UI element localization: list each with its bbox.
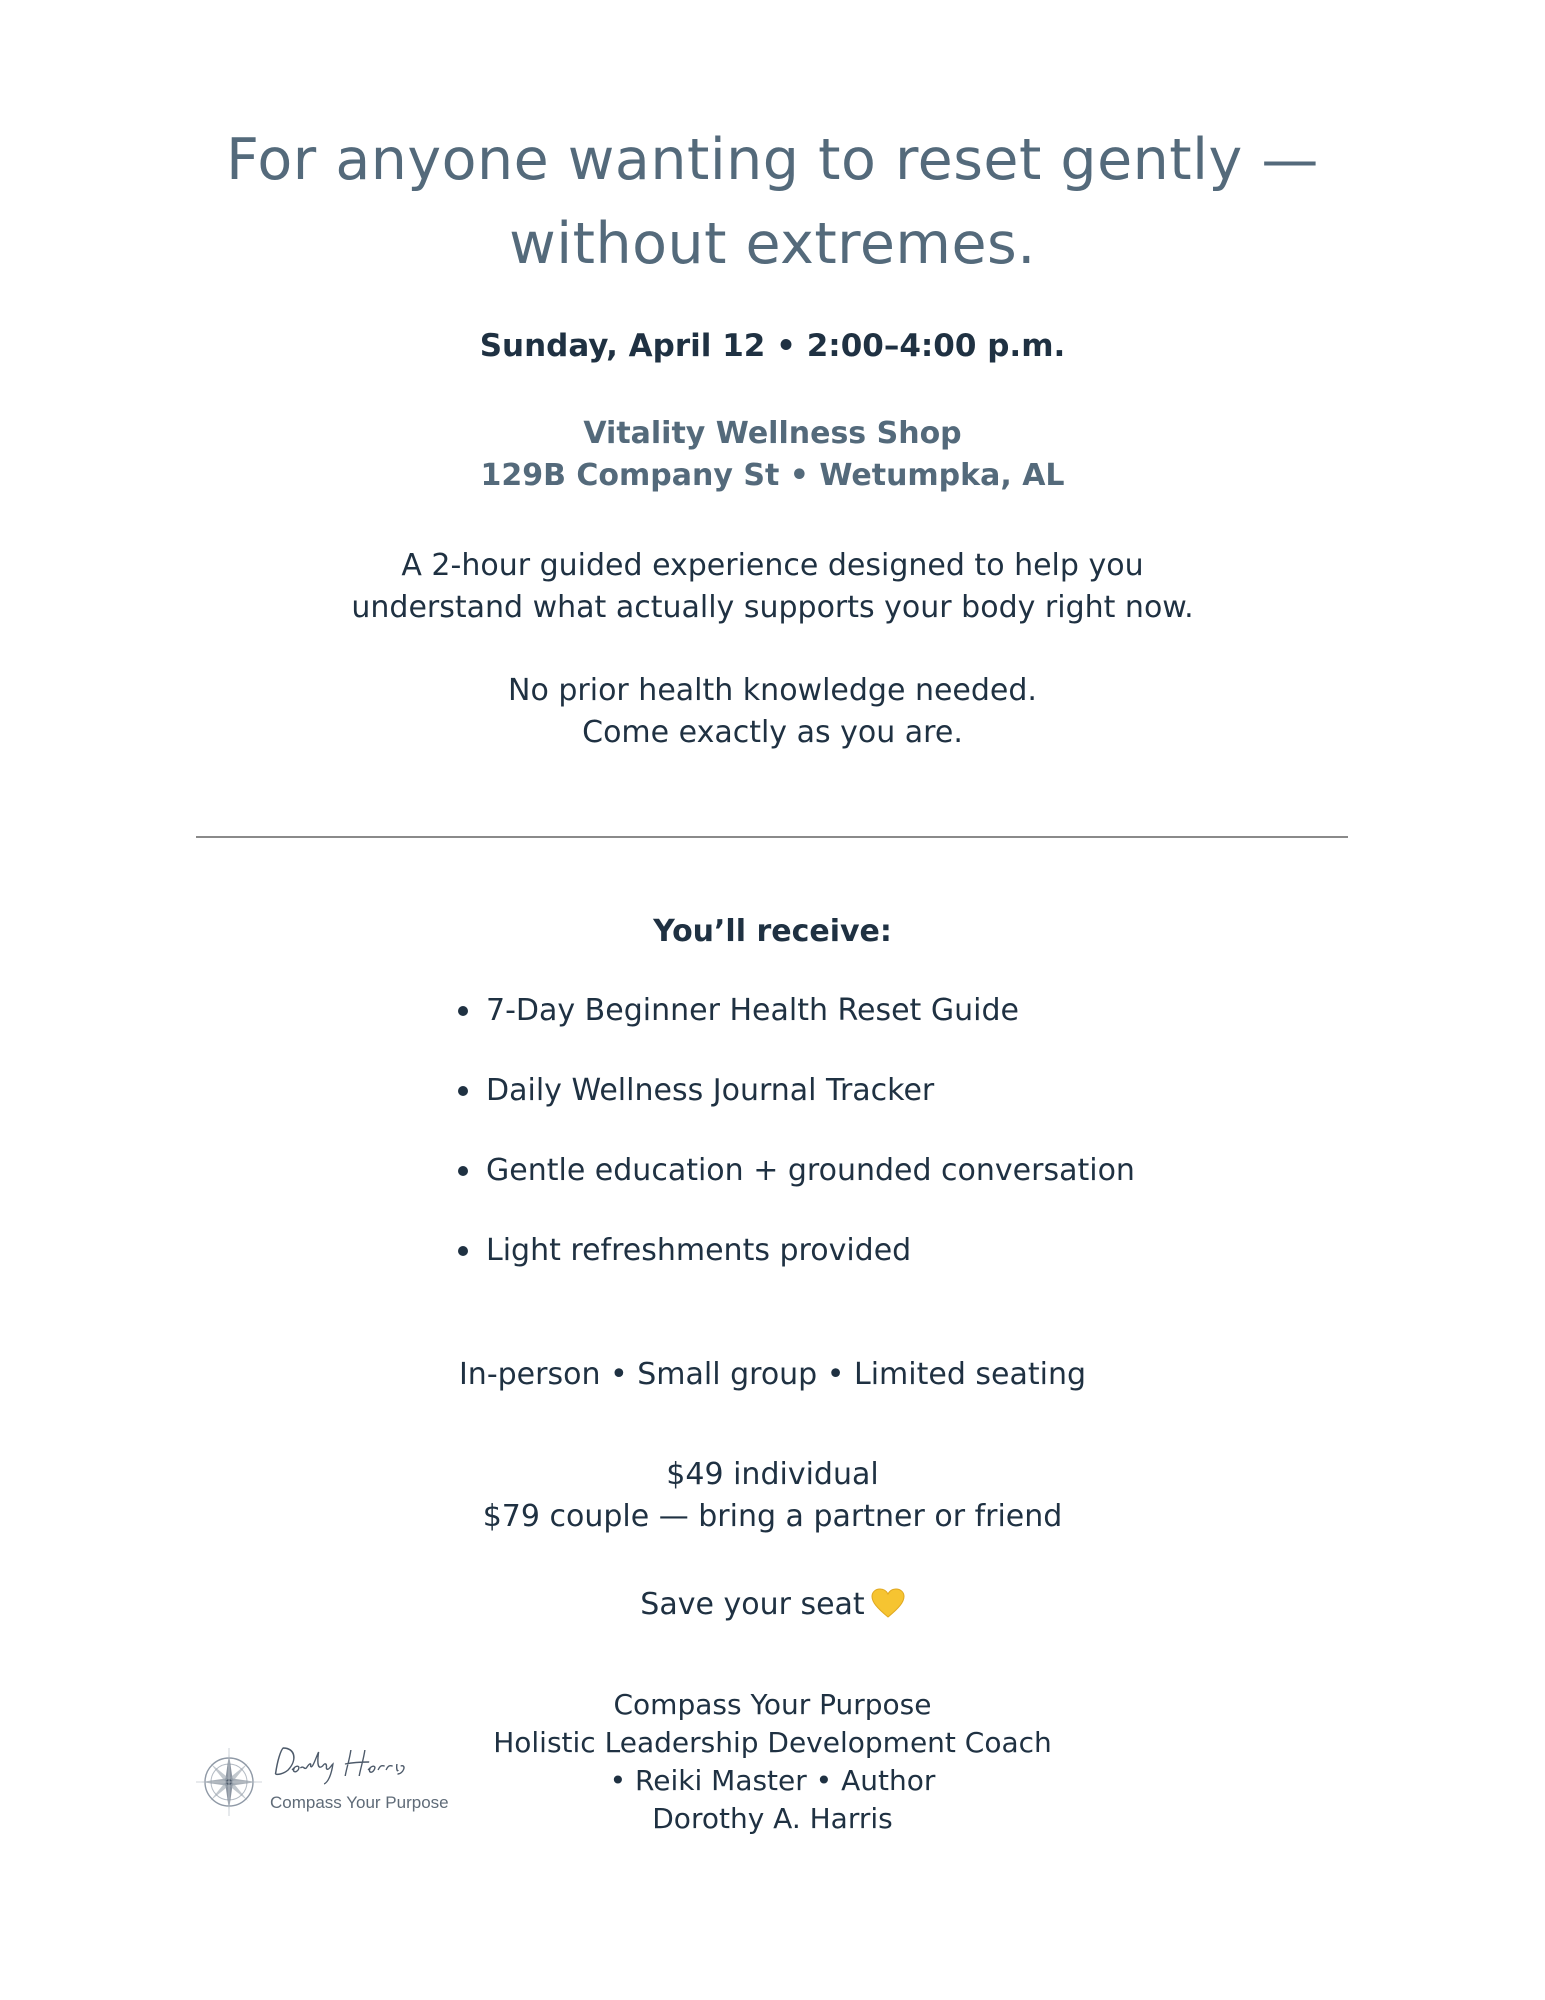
benefit-text: Daily Wellness Journal Tracker <box>486 1073 935 1108</box>
pricing-block <box>0 1454 1545 1538</box>
headline <box>0 118 1545 286</box>
call-to-action <box>0 1584 1545 1630</box>
note-line-2: Come exactly as you are. <box>582 715 963 750</box>
signature-line-2: Holistic Leadership Development Coach <box>493 1726 1052 1759</box>
note-line-1: No prior health knowledge needed. <box>508 673 1037 708</box>
benefits-list <box>458 990 1135 1310</box>
signature-line-1: Compass Your Purpose <box>613 1688 932 1721</box>
list-item <box>458 1150 1135 1230</box>
benefit-text: Gentle education + grounded conversation <box>486 1153 1135 1188</box>
bullet-icon <box>458 1086 468 1096</box>
signature-line-3: • Reiki Master • Author <box>609 1764 936 1797</box>
compass-icon <box>196 1746 266 1816</box>
headline-line-2: without extremes. <box>509 211 1036 277</box>
note-text <box>0 670 1545 754</box>
price-individual: $49 individual <box>666 1457 879 1492</box>
signature-script-icon <box>268 1740 425 1788</box>
bullet-icon <box>458 1246 468 1256</box>
brand-logo <box>196 1740 466 1830</box>
event-format: In-person • Small group • Limited seating <box>458 1357 1087 1392</box>
bullet-icon <box>458 1006 468 1016</box>
list-item <box>458 990 1135 1070</box>
intro-line-1: A 2-hour guided experience designed to help you <box>401 548 1144 583</box>
list-item <box>458 1230 1135 1310</box>
intro-line-2: understand what actually supports your body right now. <box>351 590 1194 625</box>
logo-tagline: Compass Your Purpose <box>270 1793 449 1812</box>
venue-name: Vitality Wellness Shop <box>583 416 962 451</box>
receive-heading: You’ll receive: <box>653 914 892 949</box>
benefit-text: Light refreshments provided <box>486 1233 912 1268</box>
cta-text: Save your seat <box>640 1587 865 1622</box>
venue-address: 129B Company St • Wetumpka, AL <box>480 458 1065 493</box>
list-item <box>458 1070 1135 1150</box>
headline-line-1: For anyone wanting to reset gently — <box>226 127 1319 193</box>
benefit-text: 7-Day Beginner Health Reset Guide <box>486 993 1019 1028</box>
signature-line-4: Dorothy A. Harris <box>652 1802 893 1835</box>
section-divider <box>196 836 1348 838</box>
intro-text <box>0 545 1545 629</box>
bullet-icon <box>458 1166 468 1176</box>
venue-block <box>0 413 1545 497</box>
yellow-heart-icon <box>871 1588 905 1630</box>
event-date-time: Sunday, April 12 • 2:00–4:00 p.m. <box>479 328 1066 364</box>
price-couple: $79 couple — bring a partner or friend <box>482 1499 1063 1534</box>
